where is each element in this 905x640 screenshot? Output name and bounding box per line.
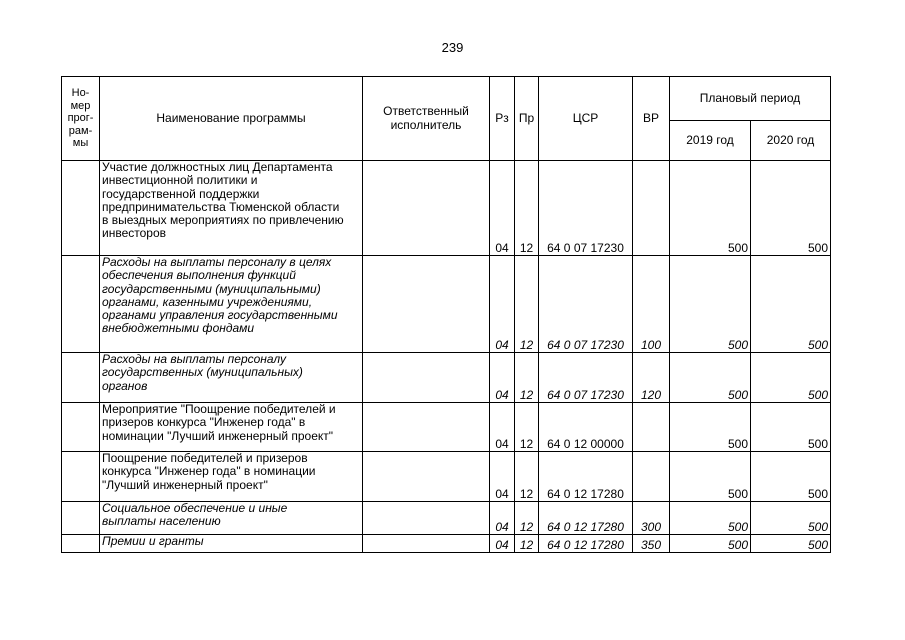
program-name-line: органами управления государственными	[102, 308, 338, 323]
program-name-line: призеров конкурса "Инженер года" в	[102, 415, 306, 430]
program-name-line: предпринимательства Тюменской области	[102, 199, 340, 214]
program-name-line: органами, казенными учреждениями,	[102, 294, 313, 309]
program-name-line: выплаты населению	[102, 514, 221, 529]
cell-program-name	[100, 535, 363, 553]
header-plan-period: Плановый период	[670, 77, 831, 121]
program-name-line: государственными (муниципальными)	[102, 281, 321, 296]
cell-csr: 64 0 07 17230	[539, 256, 633, 353]
cell-csr: 64 0 12 17280	[539, 535, 633, 553]
table-row	[62, 502, 831, 535]
header-program-name: Наименование программы	[100, 77, 363, 161]
header-num-line: Но-	[71, 87, 90, 100]
header-rz: Рз	[490, 77, 515, 161]
cell-program-number	[62, 353, 100, 403]
program-name-line: государственной поддержки	[102, 186, 260, 201]
table-row	[62, 256, 831, 353]
cell-amount-2019: 500	[670, 256, 751, 353]
table-row	[62, 403, 831, 452]
cell-executor	[363, 353, 490, 403]
cell-program-number	[62, 452, 100, 502]
header-num-line: прог-	[67, 112, 94, 125]
header-executor-line: исполнитель	[390, 117, 462, 132]
header-executor-line: Ответственный	[383, 104, 469, 119]
program-name-line: обеспечения выполнения функций	[102, 268, 296, 283]
cell-vr: 120	[633, 353, 670, 403]
cell-amount-2020: 500	[751, 403, 831, 452]
cell-csr: 64 0 07 17230	[539, 353, 633, 403]
cell-rz: 04	[490, 256, 515, 353]
cell-pr: 12	[515, 256, 539, 353]
table-row	[62, 161, 831, 256]
cell-program-number	[62, 161, 100, 256]
program-name-line: Премии и гранты	[102, 534, 204, 548]
cell-amount-2020: 500	[751, 535, 831, 553]
program-name-line: инвестиционной политики и	[102, 173, 258, 188]
table-header	[62, 77, 831, 161]
cell-executor	[363, 535, 490, 553]
program-name-line: в выездных мероприятиях по привлечению	[102, 213, 344, 228]
cell-amount-2020: 500	[751, 353, 831, 403]
program-name-line: инвесторов	[102, 226, 167, 241]
cell-program-number	[62, 502, 100, 535]
cell-csr: 64 0 12 00000	[539, 403, 633, 452]
header-vr: ВР	[633, 77, 670, 161]
cell-vr: 350	[633, 535, 670, 553]
cell-amount-2020: 500	[751, 452, 831, 502]
program-name-line: Мероприятие "Поощрение победителей и	[102, 402, 336, 416]
cell-amount-2020: 500	[751, 161, 831, 256]
cell-pr: 12	[515, 452, 539, 502]
cell-program-name	[100, 353, 363, 403]
page-number: 239	[441, 40, 464, 55]
cell-program-name	[100, 403, 363, 452]
cell-vr	[633, 452, 670, 502]
cell-rz: 04	[490, 502, 515, 535]
program-name-line: Поощрение победителей и призеров	[102, 451, 308, 465]
cell-amount-2019: 500	[670, 452, 751, 502]
table-row	[62, 353, 831, 403]
header-num-line: мер	[70, 99, 91, 112]
header-pr: Пр	[515, 77, 539, 161]
program-name-line: Социальное обеспечение и иные	[102, 501, 288, 515]
cell-vr	[633, 161, 670, 256]
cell-pr: 12	[515, 502, 539, 535]
cell-program-number	[62, 535, 100, 553]
header-csr: ЦСР	[539, 77, 633, 161]
cell-executor	[363, 502, 490, 535]
header-num-line: мы	[72, 137, 89, 150]
program-name-line: органов	[102, 378, 148, 393]
cell-pr: 12	[515, 403, 539, 452]
cell-amount-2019: 500	[670, 353, 751, 403]
program-name-line: Расходы на выплаты персоналу в целях	[102, 255, 332, 269]
cell-csr: 64 0 07 17230	[539, 161, 633, 256]
program-name-line: "Лучший инженерный проект"	[102, 477, 268, 492]
cell-program-number	[62, 403, 100, 452]
cell-csr: 64 0 12 17280	[539, 502, 633, 535]
cell-amount-2020: 500	[751, 256, 831, 353]
cell-csr: 64 0 12 17280	[539, 452, 633, 502]
program-name-line: конкурса "Инженер года" в номинации	[102, 464, 316, 479]
cell-program-name	[100, 452, 363, 502]
program-name-line: государственных (муниципальных)	[102, 365, 303, 380]
header-program-number	[62, 77, 100, 161]
program-name-line: внебюджетными фондами	[102, 321, 255, 336]
cell-pr: 12	[515, 161, 539, 256]
cell-executor	[363, 403, 490, 452]
cell-rz: 04	[490, 535, 515, 553]
header-year-2020: 2020 год	[751, 121, 831, 161]
cell-program-number	[62, 256, 100, 353]
cell-rz: 04	[490, 403, 515, 452]
cell-amount-2019: 500	[670, 403, 751, 452]
cell-pr: 12	[515, 353, 539, 403]
cell-rz: 04	[490, 353, 515, 403]
budget-program-table	[61, 76, 831, 553]
cell-program-name	[100, 256, 363, 353]
cell-vr: 100	[633, 256, 670, 353]
header-num-line: рам-	[68, 124, 93, 137]
cell-executor	[363, 256, 490, 353]
cell-amount-2020: 500	[751, 502, 831, 535]
cell-executor	[363, 452, 490, 502]
cell-executor	[363, 161, 490, 256]
table-body	[62, 161, 831, 553]
cell-vr: 300	[633, 502, 670, 535]
cell-amount-2019: 500	[670, 535, 751, 553]
program-name-line: Участие должностных лиц Департамента	[102, 160, 333, 174]
cell-program-name	[100, 161, 363, 256]
cell-rz: 04	[490, 161, 515, 256]
table-row	[62, 535, 831, 553]
header-executor	[363, 77, 490, 161]
cell-program-name	[100, 502, 363, 535]
cell-vr	[633, 403, 670, 452]
cell-amount-2019: 500	[670, 502, 751, 535]
cell-rz: 04	[490, 452, 515, 502]
program-name-line: номинации "Лучший инженерный проект"	[102, 428, 334, 443]
program-name-line: Расходы на выплаты персоналу	[102, 352, 287, 366]
cell-amount-2019: 500	[670, 161, 751, 256]
table-row	[62, 452, 831, 502]
header-year-2019: 2019 год	[670, 121, 751, 161]
cell-pr: 12	[515, 535, 539, 553]
